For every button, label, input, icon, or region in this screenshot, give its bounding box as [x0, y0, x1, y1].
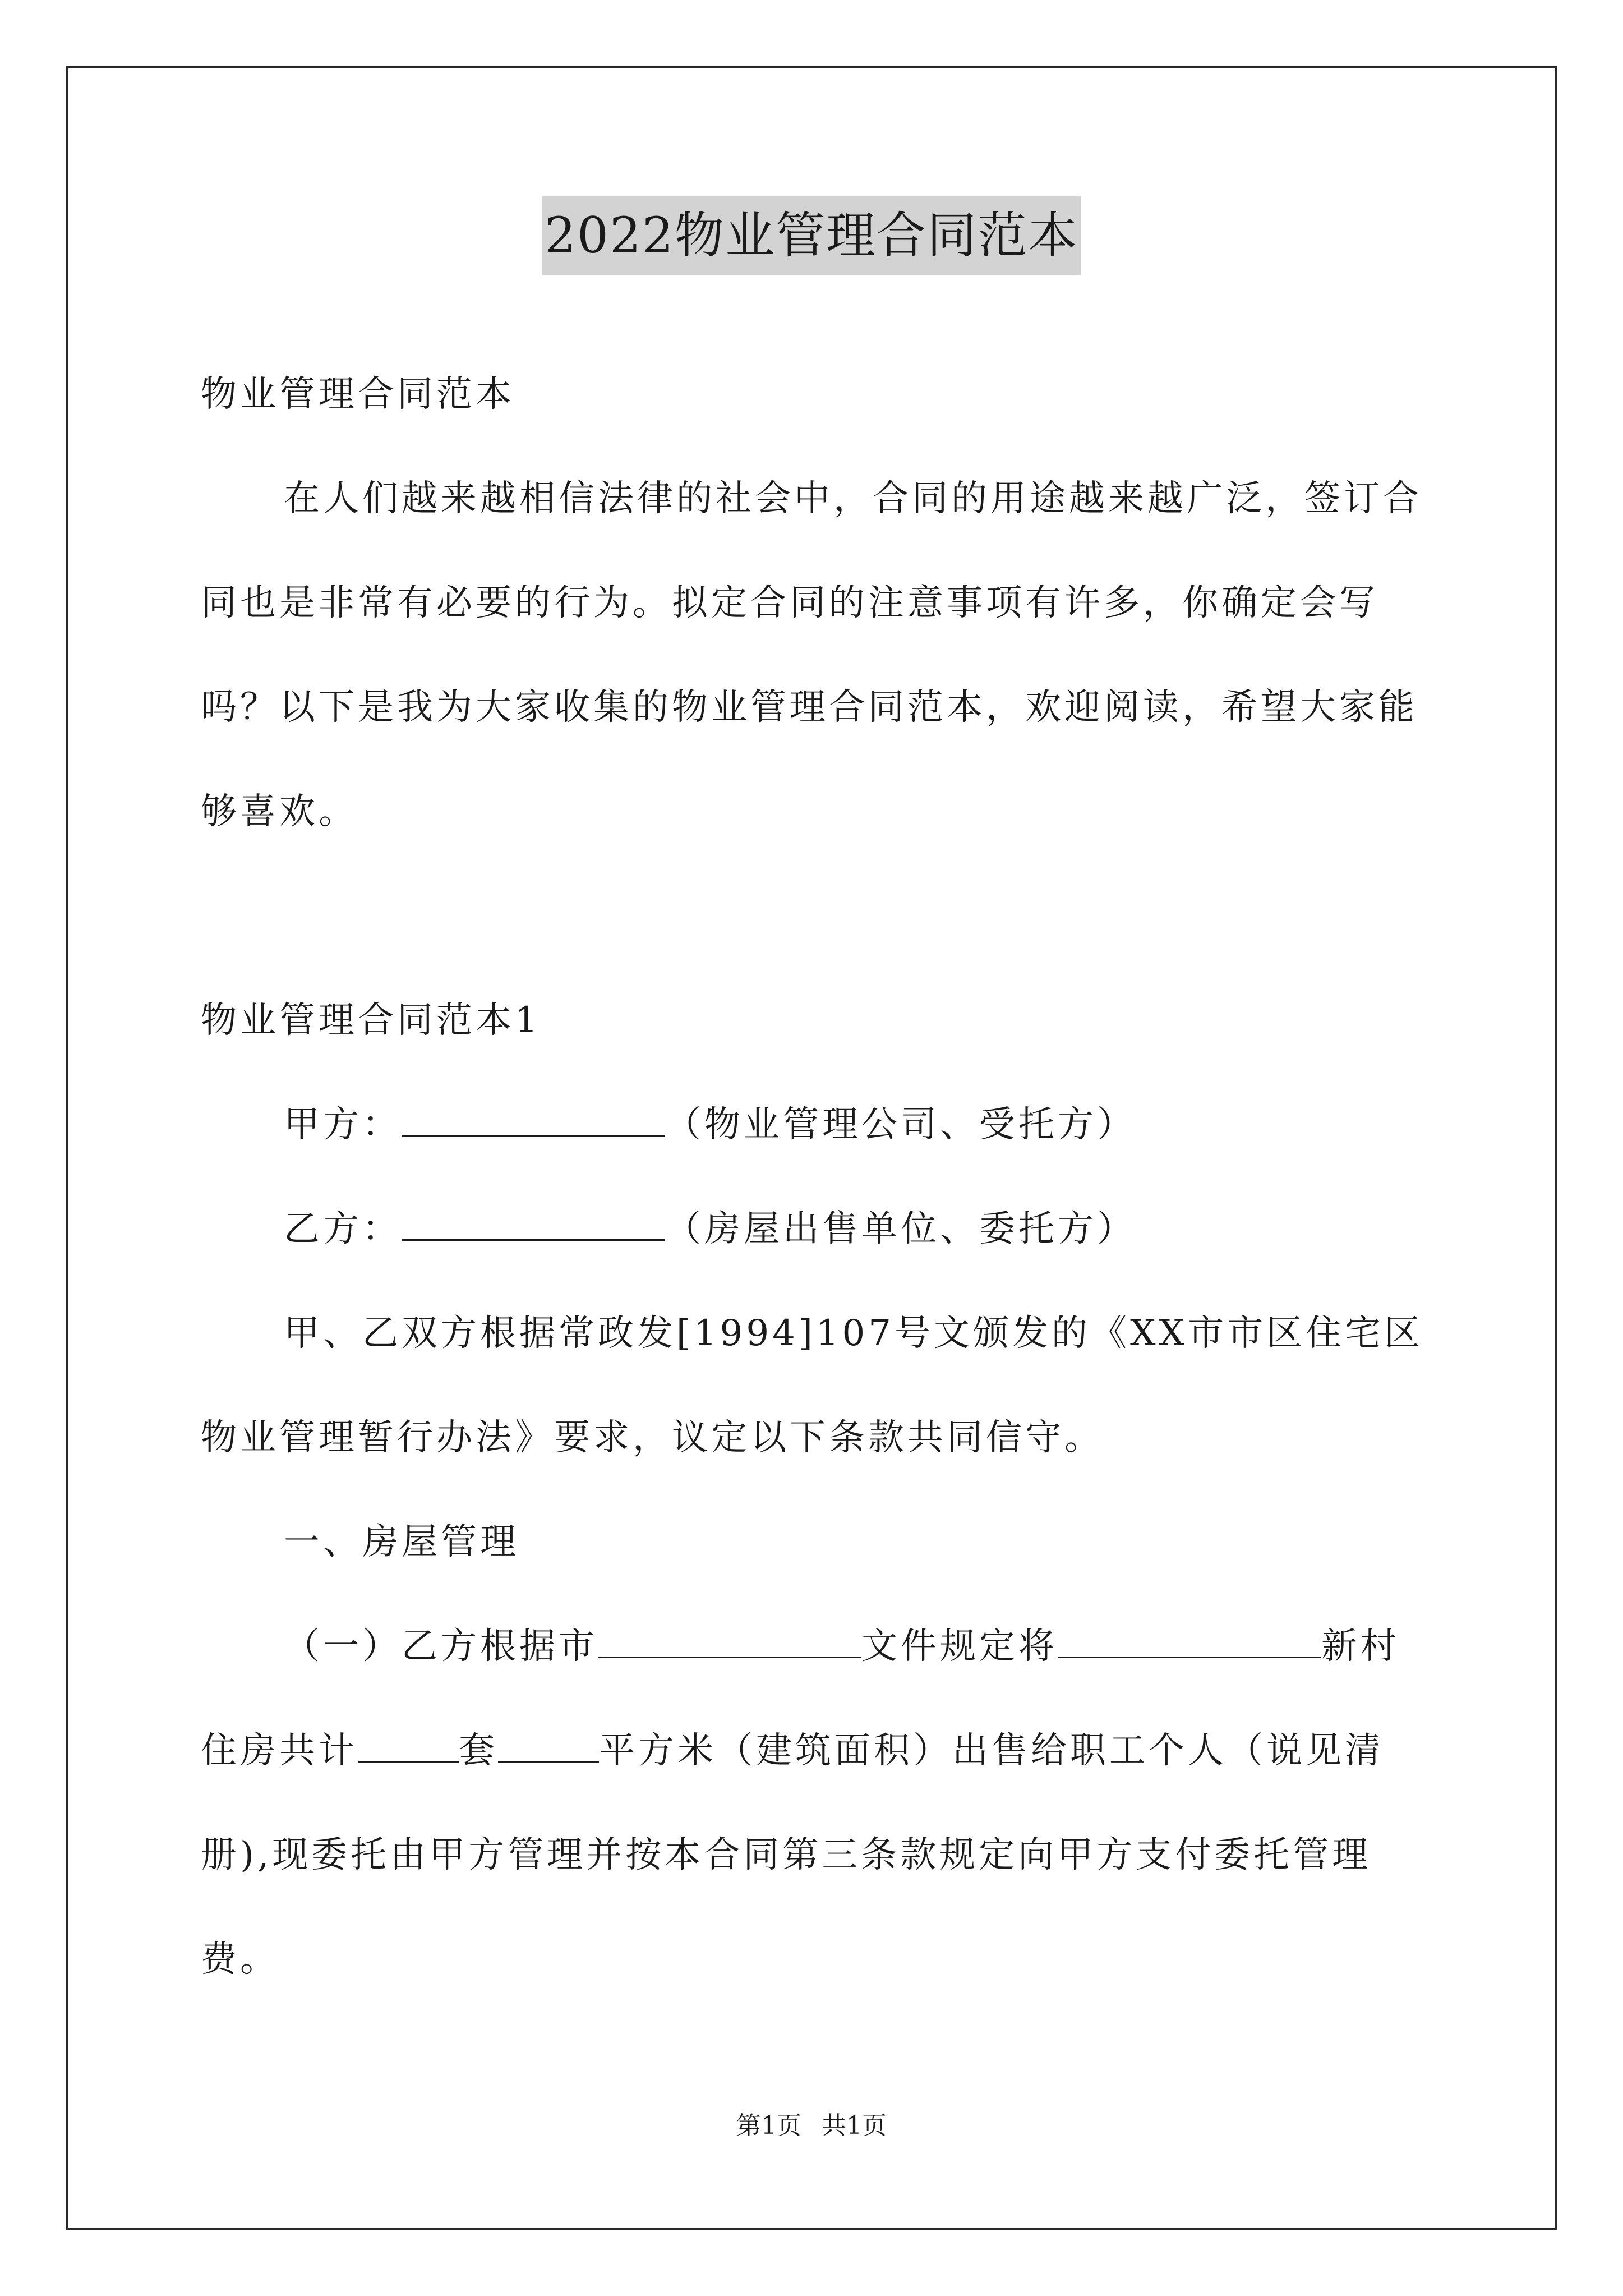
chapter-heading: 一、房屋管理 — [284, 1521, 519, 1563]
village-name-blank — [1058, 1625, 1321, 1658]
paragraph-gap — [201, 864, 1429, 968]
document-subtitle: 物业管理合同范本 — [201, 374, 515, 415]
clause-text-5: 平方米（建筑面积）出售给职工个人（说见清册),现委托由甲方管理并按本合同第三条款规定向甲方支付委托管理费。 — [201, 1730, 1384, 1980]
clause-paragraph — [201, 1594, 1429, 2012]
party-a-line — [201, 1073, 1429, 1177]
party-a-blank — [402, 1103, 665, 1137]
party-a-label: 甲方： — [284, 1104, 402, 1145]
basis-paragraph: 甲、乙双方根据常政发[1994]107号文颁发的《XX市市区住宅区物业管理暂行办法》要求，议定以下条款共同信守。 — [201, 1313, 1424, 1458]
title-wrapper — [0, 196, 1623, 275]
clause-text-2: 文件规定将 — [861, 1626, 1058, 1667]
document-title: 2022物业管理合同范本 — [542, 196, 1081, 275]
area-blank — [498, 1729, 599, 1763]
document-body — [201, 342, 1429, 2012]
clause-text-3: 新村住房共计 — [201, 1626, 1400, 1772]
page-total: 共1页 — [822, 2111, 887, 2140]
clause-text-4: 套 — [459, 1730, 498, 1772]
section-heading: 物业管理合同范本1 — [201, 1000, 541, 1041]
party-a-note: （物业管理公司、受托方） — [665, 1104, 1136, 1145]
party-b-line — [201, 1177, 1429, 1281]
party-b-blank — [402, 1208, 665, 1241]
page-current: 第1页 — [736, 2111, 801, 2140]
intro-paragraph: 在人们越来越相信法律的社会中，合同的用途越来越广泛，签订合同也是非常有必要的行为。拟定合同的注意事项有许多，你确定会写吗？以下是我为大家收集的物业管理合同范本，欢迎阅读，希望大家能够喜欢。 — [201, 478, 1422, 832]
unit-count-blank — [358, 1729, 459, 1763]
city-document-blank — [598, 1625, 861, 1658]
clause-text-1: （一）乙方根据市 — [284, 1626, 598, 1667]
party-b-note: （房屋出售单位、委托方） — [665, 1208, 1136, 1250]
page-footer — [0, 2109, 1623, 2143]
party-b-label: 乙方： — [284, 1208, 402, 1250]
